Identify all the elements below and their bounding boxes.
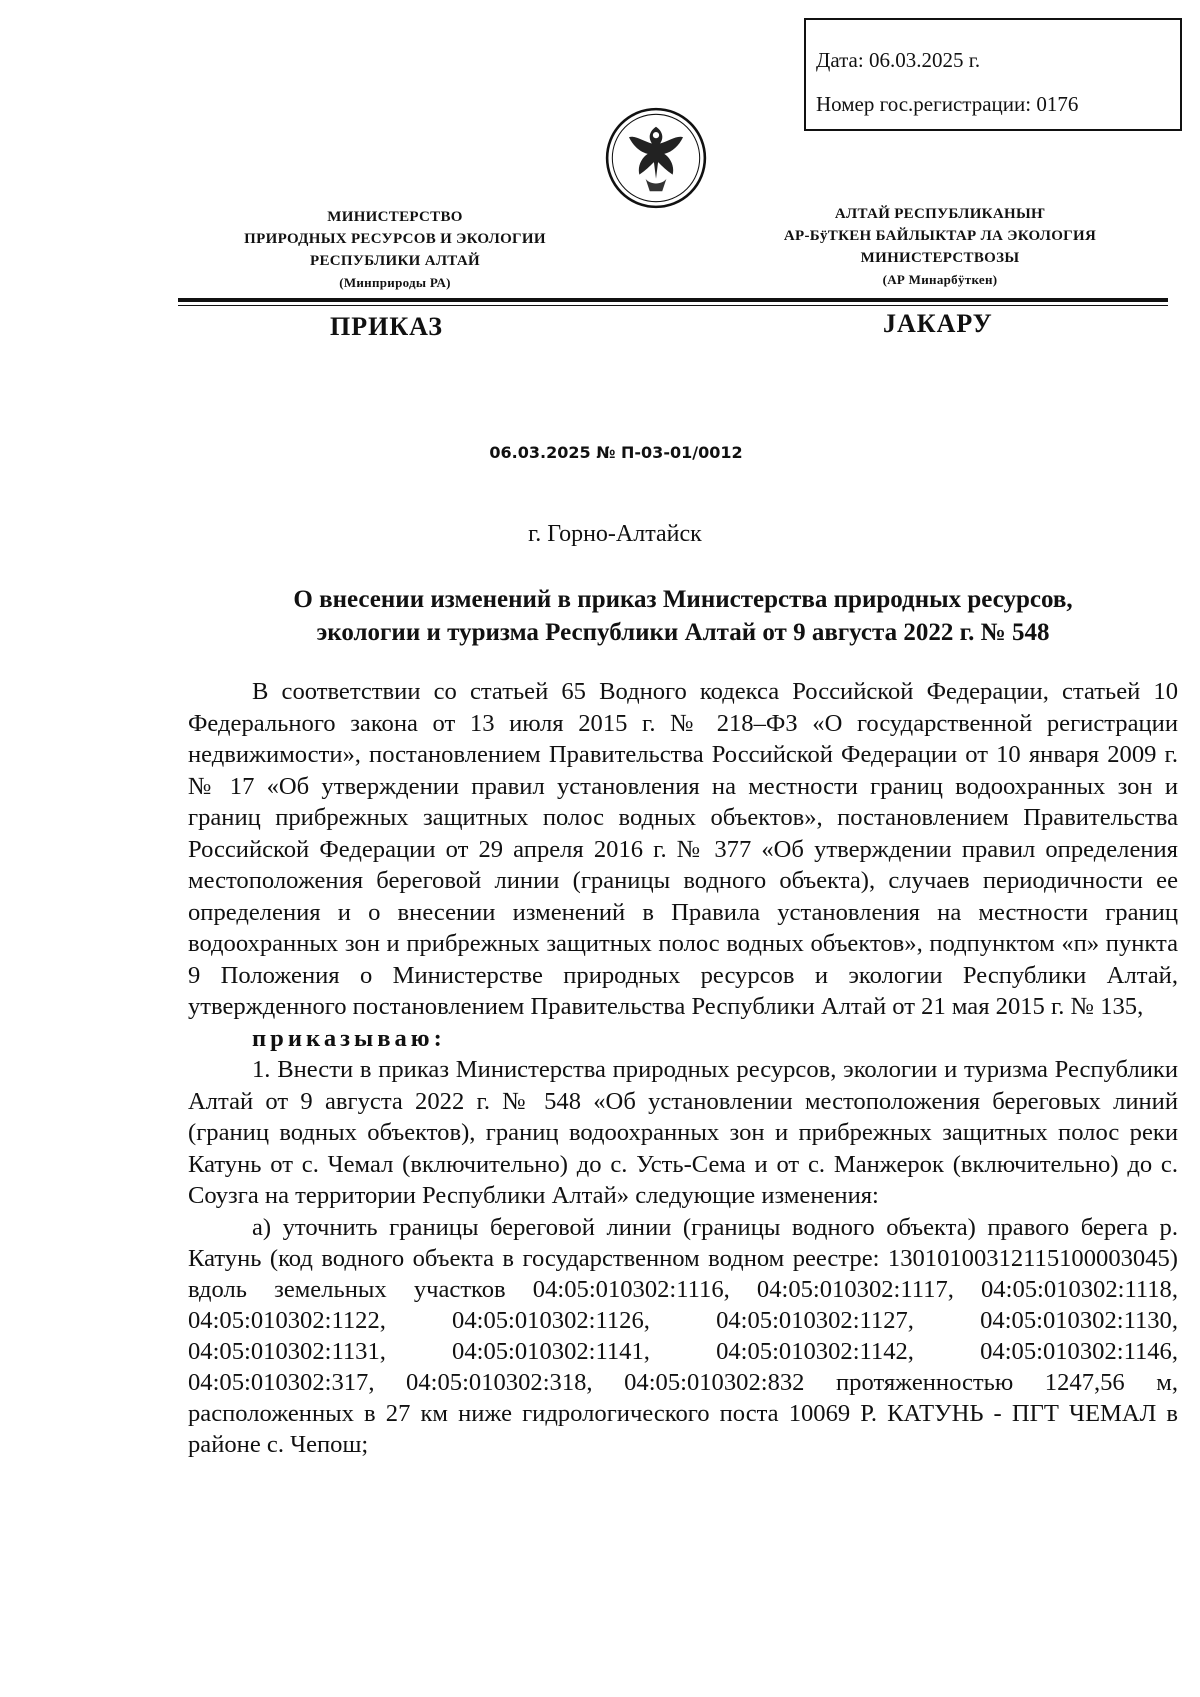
header-divider-thick: [178, 298, 1168, 302]
republic-emblem-icon: [604, 106, 708, 210]
order-label-ru: ПРИКАЗ: [330, 312, 444, 341]
city: г. Горно-Алтайск: [528, 521, 702, 547]
order-label-alt: JАКАРУ: [883, 309, 993, 338]
item-1-paragraph: 1. Внести в приказ Министерства природных ресурсов, экологии и туризма Республики Алтай от 9 августа 2022 г. № 548 «Об установлении местоположения береговых линий (границ водных объектов), границ водоохранных зон и прибрежных защитных полос реки Катунь от с. Чемал (включительно) до с. Усть-Сема и от с. Манжерок (включительно) до с. Соузга на территории Республики Алтай» следующие изменения:: [188, 1056, 1178, 1209]
header-alt-line3: МИНИСТЕРСТВОЗЫ: [860, 250, 1020, 266]
preamble-paragraph: В соответствии со статьей 65 Водного кодекса Российской Федерации, статьей 10 Федерального закона от 13 июля 2015 г. № 218–ФЗ «О государственной регистрации недвижимости», постановлением Правительства Российской Федерации от 10 января 2009 г. № 17 «Об утверждении правил установления на местности границ водоохранных зон и границ прибрежных защитных полос водных объектов», постановлением Правительства Российской Федерации от 29 апреля 2016 г. № 377 «Об утверждении правил определения местоположения береговой линии (границы водного объекта), случаев периодичности ее определения и о внесении изменений в Правила установления на местности границ водоохранных зон и прибрежных защитных полос водных объектов», подпунктом «п» пункта 9 Положения о Министерстве природных ресурсов и экологии Республики Алтай, утвержденного постановлением Правительства Республики Алтай от 21 мая 2015 г. № 135,: [188, 678, 1178, 1020]
document-number: 06.03.2025 № П-03-01/0012: [489, 443, 743, 462]
header-divider-thin: [178, 305, 1168, 306]
header-alt-line4: (АР Минарбÿткен): [882, 272, 998, 287]
document-title: [188, 583, 1178, 649]
header-ru-line3: РЕСПУБЛИКИ АЛТАЙ: [310, 253, 480, 269]
ministry-header-alt: [740, 203, 1140, 291]
registration-date: Дата: 06.03.2025 г.: [816, 48, 981, 72]
decree-word: приказываю:: [252, 1024, 446, 1052]
ministry-header-ru: [200, 206, 590, 294]
title-line2: экологии и туризма Республики Алтай от 9 августа 2022 г. № 548: [316, 619, 1050, 646]
item-1a-paragraph: а) уточнить границы береговой линии (границы водного объекта) правого берега р. Катунь (код водного объекта в государственном водном реестре: 13010100312115100003045) вдоль земельных участков 04:05:010302:1116, 04:05:010302:1117, 04:05:010302:1118, 04:05:010302:1122, 04:05:010302:1126, 04:05:010302:1127, 04:05:010302:1130, 04:05:010302:1131, 04:05:010302:1141, 04:05:010302:1142, 04:05:010302:1146, 04:05:010302:317, 04:05:010302:318, 04:05:010302:832 протяженностью 1247,56 м, расположенных в 27 км ниже гидрологического поста 10069 Р. КАТУНЬ - ПГТ ЧЕМАЛ в районе с. Чепош;: [188, 1213, 1178, 1458]
title-line1: О внесении изменений в приказ Министерства природных ресурсов,: [293, 586, 1073, 613]
header-alt-line1: АЛТАЙ РЕСПУБЛИКАНЫҤ: [834, 206, 1046, 222]
header-ru-line4: (Минприроды РА): [339, 275, 451, 290]
document-body: [188, 676, 1178, 1460]
registration-number: Номер гос.регистрации: 0176: [816, 92, 1079, 116]
header-ru-line1: МИНИСТЕРСТВО: [327, 209, 463, 225]
header-ru-line2: ПРИРОДНЫХ РЕСУРСОВ И ЭКОЛОГИИ: [244, 231, 546, 247]
registration-box: [804, 18, 1182, 131]
header-alt-line2: АР-БÿТКЕН БАЙЛЫКТАР ЛА ЭКОЛОГИЯ: [783, 228, 1097, 244]
